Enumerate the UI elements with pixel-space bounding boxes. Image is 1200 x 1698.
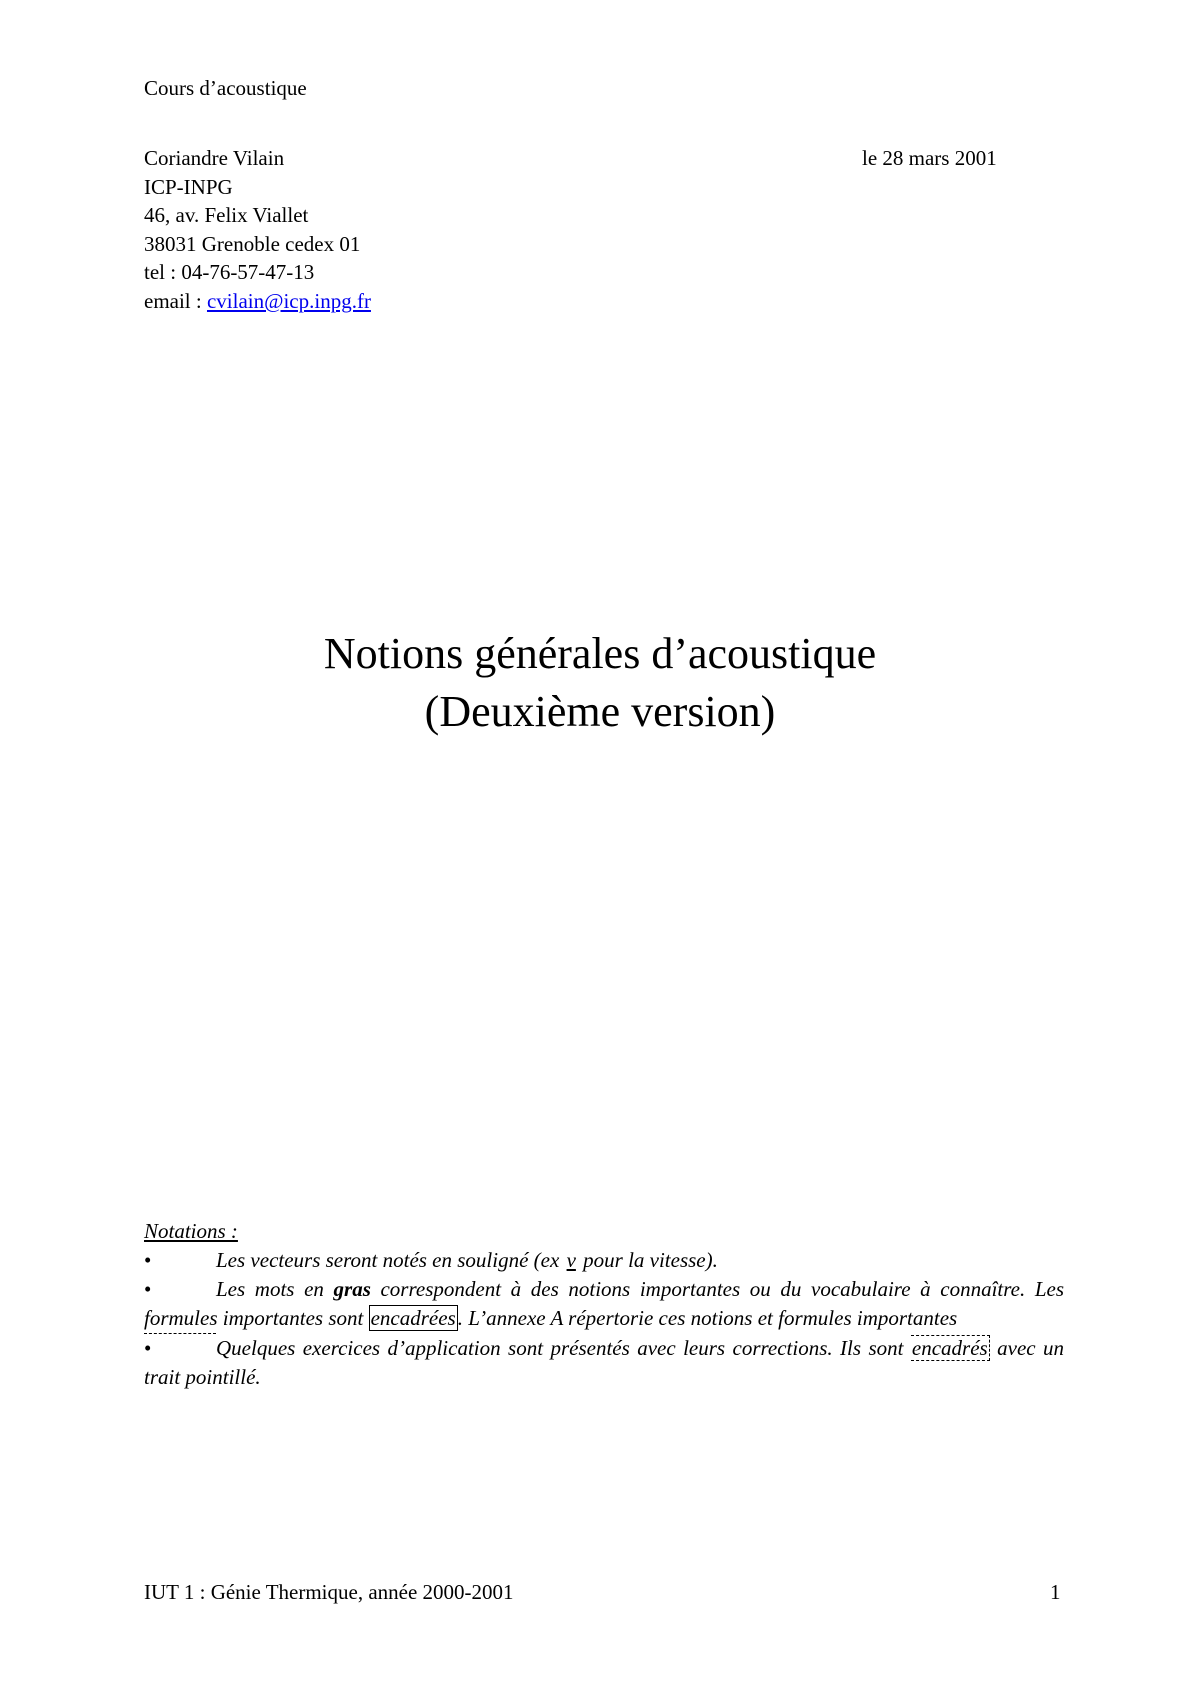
document-title: [0, 625, 1200, 741]
bullet-icon: •: [144, 1248, 152, 1272]
boxed-example: encadrées: [370, 1306, 456, 1330]
author-name: Coriandre Vilain: [144, 146, 285, 170]
notations-section: [144, 1217, 1064, 1392]
page-footer: IUT 1 : Génie Thermique, année 2000-2001: [144, 1580, 514, 1604]
author-street: 46, av. Felix Viallet: [144, 203, 309, 228]
vector-example: v: [566, 1248, 576, 1272]
bullet-icon: •: [144, 1277, 152, 1301]
author-email-line: [144, 287, 371, 316]
author-city: 38031 Grenoble cedex 01: [144, 231, 361, 256]
notation-text: Les vecteurs seront notés en souligné (ex: [216, 1248, 565, 1272]
notation-text: pour la vitesse).: [577, 1248, 718, 1272]
notation-item-exercises: [144, 1333, 1064, 1392]
notation-text: Les mots en: [216, 1277, 334, 1301]
notation-text: Quelques exercices d’application sont présentés avec leurs corrections. Ils sont: [216, 1336, 911, 1360]
notation-text: . L’annexe A répertorie ces notions et formules importantes: [457, 1306, 958, 1330]
notation-item-vectors: [144, 1246, 1064, 1275]
author-email-label: email :: [144, 288, 207, 313]
bold-example: gras: [333, 1277, 371, 1301]
title-line-2: (Deuxième version): [424, 687, 776, 736]
document-date: le 28 mars 2001: [862, 146, 997, 170]
page-header: Cours d’acoustique: [144, 76, 307, 100]
author-block: [144, 144, 371, 316]
notations-heading: Notations :: [144, 1219, 238, 1243]
author-email-link[interactable]: cvilain@icp.inpg.fr: [206, 288, 371, 313]
notation-text: correspondent à des notions importantes ou du vocabulaire à connaître. Les formules importantes sont: [144, 1277, 1064, 1330]
author-tel: tel : 04-76-57-47-13: [144, 260, 315, 285]
notation-item-bold: [144, 1275, 1064, 1333]
bullet-icon: •: [144, 1333, 216, 1363]
notation-text: avec un trait pointillé.: [144, 1336, 1065, 1389]
title-line-1: Notions générales d’acoustique: [323, 629, 877, 678]
page-number: 1: [1050, 1580, 1061, 1604]
dotted-box-example: encadrés: [911, 1336, 988, 1360]
author-institution: ICP-INPG: [144, 174, 233, 199]
